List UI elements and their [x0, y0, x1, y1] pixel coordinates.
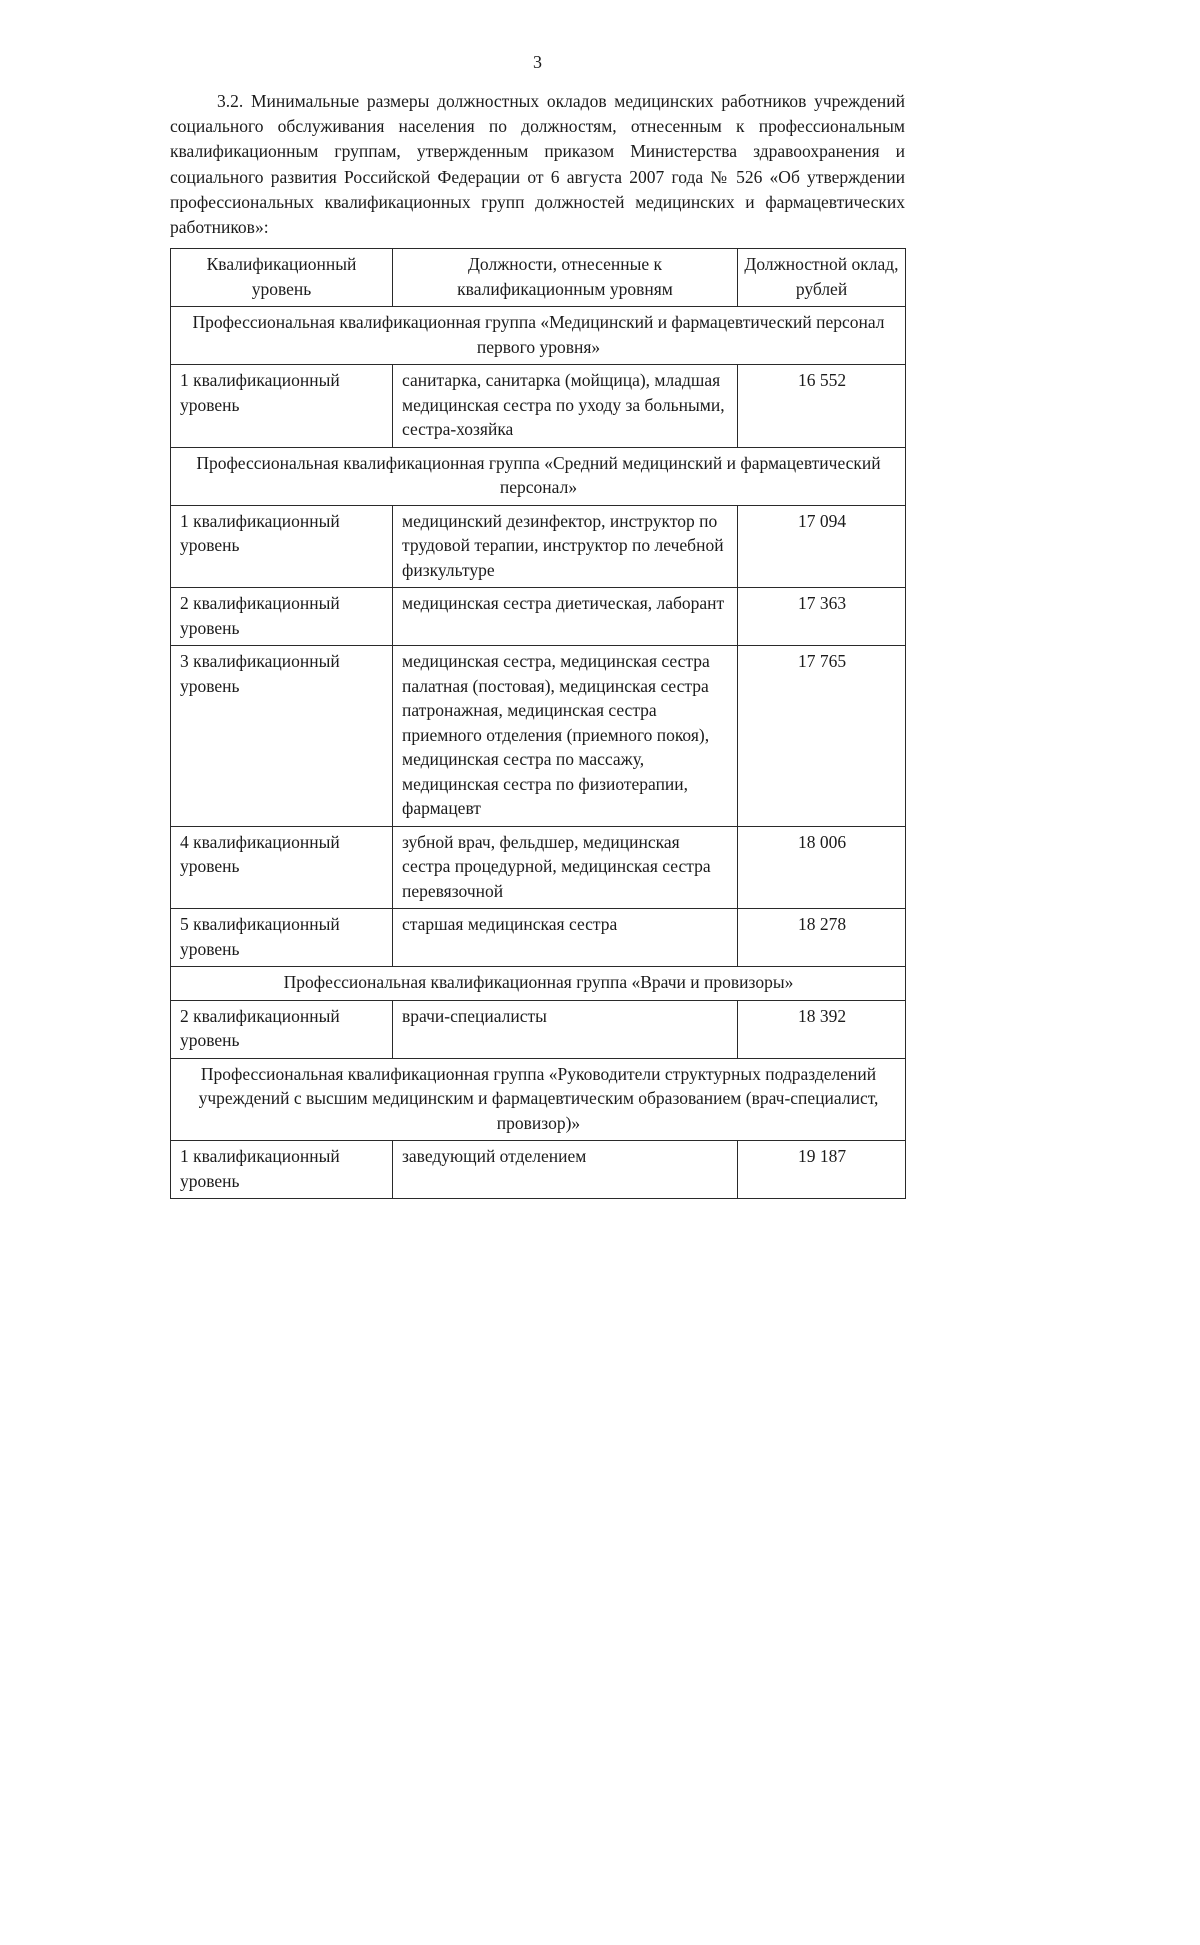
table-group-row: [171, 307, 906, 365]
table-row: [171, 505, 906, 588]
qualification-level-cell: 1 квалификационный уровень: [171, 365, 393, 448]
table-row: [171, 909, 906, 967]
positions-cell: санитарка, санитарка (мойщица), младшая медицинская сестра по уходу за больными, сестра-хозяйка: [393, 365, 738, 448]
qualification-level-cell: 2 квалификационный уровень: [171, 588, 393, 646]
header-salary: Должностной оклад, рублей: [738, 249, 906, 307]
positions-cell: медицинский дезинфектор, инструктор по трудовой терапии, инструктор по лечебной физкультуре: [393, 505, 738, 588]
table-row: [171, 365, 906, 448]
positions-cell: старшая медицинская сестра: [393, 909, 738, 967]
salary-cell: 19 187: [738, 1141, 906, 1199]
positions-cell: заведующий отделением: [393, 1141, 738, 1199]
positions-cell: врачи-специалисты: [393, 1000, 738, 1058]
salary-table-header: [171, 249, 906, 307]
table-group-row: [171, 1058, 906, 1141]
intro-paragraph: 3.2. Минимальные размеры должностных окладов медицинских работников учреждений социального обслуживания населения по должностям, отнесенным к профессиональным квалификационным группам, утвержденным приказом Министерства здравоохранения и социального развития Российской Федерации от 6 августа 2007 года № 526 «Об утверждении профессиональных квалификационных групп должностей медицинских и фармацевтических работников»:: [170, 91, 905, 237]
salary-cell: 17 094: [738, 505, 906, 588]
table-group-row: [171, 967, 906, 1001]
qualification-level-cell: 1 квалификационный уровень: [171, 505, 393, 588]
salary-cell: 17 765: [738, 646, 906, 827]
header-row: [171, 249, 906, 307]
qualification-level-cell: 2 квалификационный уровень: [171, 1000, 393, 1058]
table-row: [171, 588, 906, 646]
table-row: [171, 826, 906, 909]
group-title: Профессиональная квалификационная группа «Врачи и провизоры»: [171, 967, 906, 1001]
salary-cell: 16 552: [738, 365, 906, 448]
table-row: [171, 646, 906, 827]
header-positions: Должности, отнесенные к квалификационным уровням: [393, 249, 738, 307]
positions-cell: медицинская сестра, медицинская сестра палатная (постовая), медицинская сестра патронажная, медицинская сестра приемного отделения (приемного покоя), медицинская сестра по массажу, медицинская сестра по физиотерапии, фармацевт: [393, 646, 738, 827]
salary-cell: 18 392: [738, 1000, 906, 1058]
table-row: [171, 1141, 906, 1199]
group-title: Профессиональная квалификационная группа «Руководители структурных подразделений учреждений с высшим медицинским и фармацевтическим образованием (врач-специалист, провизор)»: [171, 1058, 906, 1141]
table-group-row: [171, 447, 906, 505]
page-number: 3: [533, 52, 542, 72]
positions-cell: медицинская сестра диетическая, лаборант: [393, 588, 738, 646]
salary-table-body: [171, 307, 906, 1199]
salary-cell: 17 363: [738, 588, 906, 646]
header-qualification-level: Квалификационный уровень: [171, 249, 393, 307]
salary-cell: 18 006: [738, 826, 906, 909]
group-title: Профессиональная квалификационная группа «Средний медицинский и фармацевтический персонал»: [171, 447, 906, 505]
positions-cell: зубной врач, фельдшер, медицинская сестра процедурной, медицинская сестра перевязочной: [393, 826, 738, 909]
qualification-level-cell: 5 квалификационный уровень: [171, 909, 393, 967]
salary-cell: 18 278: [738, 909, 906, 967]
qualification-level-cell: 3 квалификационный уровень: [171, 646, 393, 827]
qualification-level-cell: 1 квалификационный уровень: [171, 1141, 393, 1199]
table-row: [171, 1000, 906, 1058]
qualification-level-cell: 4 квалификационный уровень: [171, 826, 393, 909]
salary-table: [170, 248, 906, 1199]
group-title: Профессиональная квалификационная группа «Медицинский и фармацевтический персонал первого уровня»: [171, 307, 906, 365]
